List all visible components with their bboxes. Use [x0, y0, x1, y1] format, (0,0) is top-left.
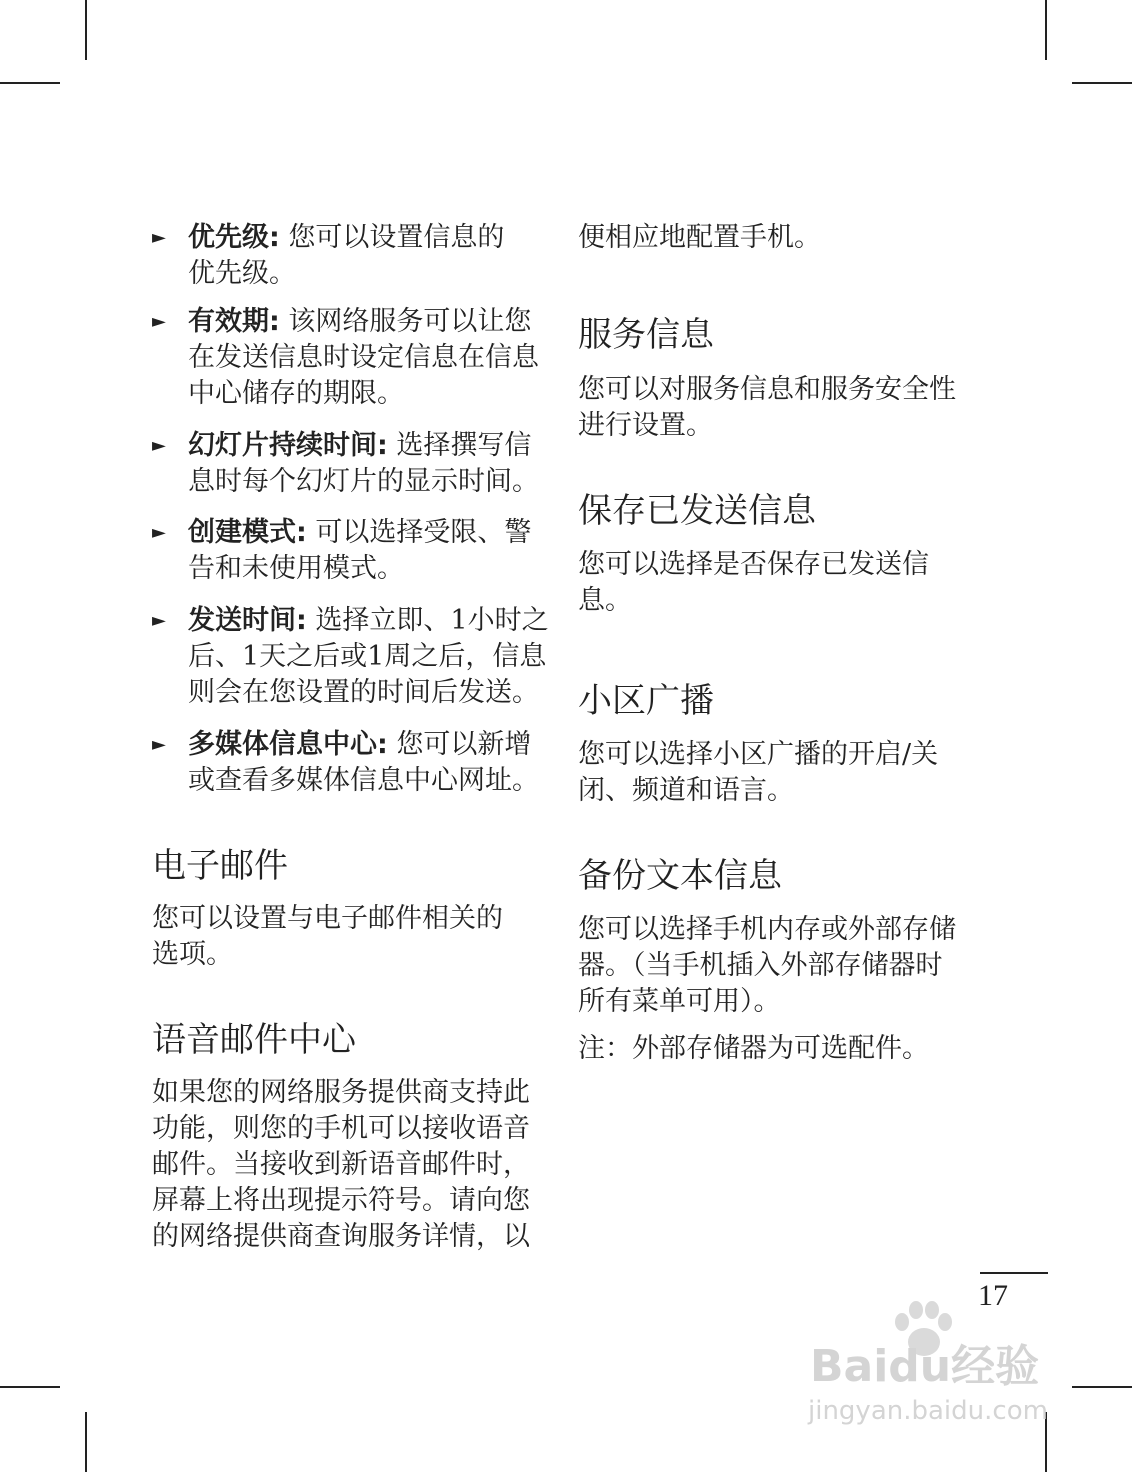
note-text: 注：外部存储器为可选配件。	[578, 1033, 929, 1064]
bullet-text: 可以选择受限、警	[315, 517, 532, 548]
bullet-term: 多媒体信息中心:	[188, 729, 388, 760]
para-line: 的网络提供商查询服务详情，以	[152, 1221, 530, 1252]
bullet-validity	[152, 304, 552, 412]
bullet-send-time	[152, 603, 552, 711]
bullet-text: 选择立即、1小时之	[315, 605, 549, 636]
bullet-text: 告和未使用模式。	[188, 553, 404, 584]
backup-description	[578, 912, 956, 1020]
para-line: 您可以选择小区广播的开启/关	[578, 739, 939, 770]
email-heading: 电子邮件	[152, 846, 288, 886]
watermark-brand: Baidu经验	[810, 1341, 1040, 1392]
para-line: 您可以选择手机内存或外部存储	[578, 914, 956, 945]
bullet-triangle-icon: ►	[152, 734, 166, 755]
voicemail-heading: 语音邮件中心	[152, 1020, 356, 1060]
para-line: 选项。	[152, 939, 233, 970]
bullet-slide-duration	[152, 428, 552, 500]
bullet-text: 后、1天之后或1周之后，信息	[188, 641, 547, 672]
bullet-term: 创建模式:	[188, 517, 307, 548]
bullet-term: 幻灯片持续时间:	[188, 430, 388, 461]
bullet-text: 您可以设置信息的	[288, 222, 505, 253]
bullet-text: 或查看多媒体信息中心网址。	[188, 765, 539, 796]
bullet-text: 优先级。	[188, 258, 296, 289]
service-info-description	[578, 372, 956, 444]
bullet-term: 优先级:	[188, 222, 280, 253]
save-sent-description	[578, 547, 929, 619]
bullet-term: 发送时间:	[188, 605, 307, 636]
crop-mark-top-left-h	[0, 82, 60, 84]
bullet-text: 则会在您设置的时间后发送。	[188, 677, 539, 708]
watermark-url: jingyan.baidu.com	[808, 1396, 1048, 1426]
bullet-text: 选择撰写信	[396, 430, 532, 461]
email-description	[152, 901, 503, 973]
para-line: 息。	[578, 585, 632, 616]
bullet-text: 该网络服务可以让您	[288, 306, 532, 337]
crop-mark-bottom-left-v	[85, 1412, 87, 1472]
backup-heading: 备份文本信息	[578, 856, 782, 896]
cell-broadcast-description	[578, 737, 938, 809]
para-line: 闭、频道和语言。	[578, 775, 794, 806]
bullet-triangle-icon: ►	[152, 227, 166, 248]
para-line: 器。（当手机插入外部存储器时	[578, 950, 943, 981]
bullet-priority	[152, 220, 552, 292]
para-line: 所有菜单可用）。	[578, 986, 781, 1017]
bullet-triangle-icon: ►	[152, 311, 166, 332]
bullet-triangle-icon: ►	[152, 435, 166, 456]
bullet-triangle-icon: ►	[152, 610, 166, 631]
continuation-text: 便相应地配置手机。	[578, 222, 821, 253]
bullet-creation-mode	[152, 515, 552, 587]
bullet-text: 息时每个幻灯片的显示时间。	[188, 466, 539, 497]
crop-mark-top-right-h	[1072, 82, 1132, 84]
voicemail-description	[152, 1075, 530, 1255]
para-line: 您可以设置与电子邮件相关的	[152, 903, 503, 934]
bullet-term: 有效期:	[188, 306, 280, 337]
para-line: 邮件。当接收到新语音邮件时，	[152, 1149, 530, 1180]
crop-mark-bottom-right-h	[1072, 1386, 1132, 1388]
cell-broadcast-heading: 小区广播	[578, 681, 714, 721]
para-line: 屏幕上将出现提示符号。请向您	[152, 1185, 530, 1216]
bullet-mms-center	[152, 727, 552, 799]
para-line: 功能，则您的手机可以接收语音	[152, 1113, 530, 1144]
para-line: 进行设置。	[578, 410, 713, 441]
bullet-text: 中心储存的期限。	[188, 378, 404, 409]
save-sent-heading: 保存已发送信息	[578, 491, 816, 531]
baidu-watermark	[800, 1300, 1070, 1430]
service-info-heading: 服务信息	[578, 315, 714, 355]
para-line: 您可以对服务信息和服务安全性	[578, 374, 956, 405]
crop-mark-bottom-left-h	[0, 1386, 60, 1388]
bullet-text: 在发送信息时设定信息在信息	[188, 342, 539, 373]
crop-mark-top-left-v	[85, 0, 87, 60]
page-number-rule	[980, 1272, 1048, 1274]
bullet-triangle-icon: ►	[152, 522, 166, 543]
page-number: 17	[978, 1279, 1008, 1312]
para-line: 如果您的网络服务提供商支持此	[152, 1077, 530, 1108]
bullet-text: 您可以新增	[396, 729, 532, 760]
para-line: 您可以选择是否保存已发送信	[578, 549, 929, 580]
crop-mark-top-right-v	[1045, 0, 1047, 60]
